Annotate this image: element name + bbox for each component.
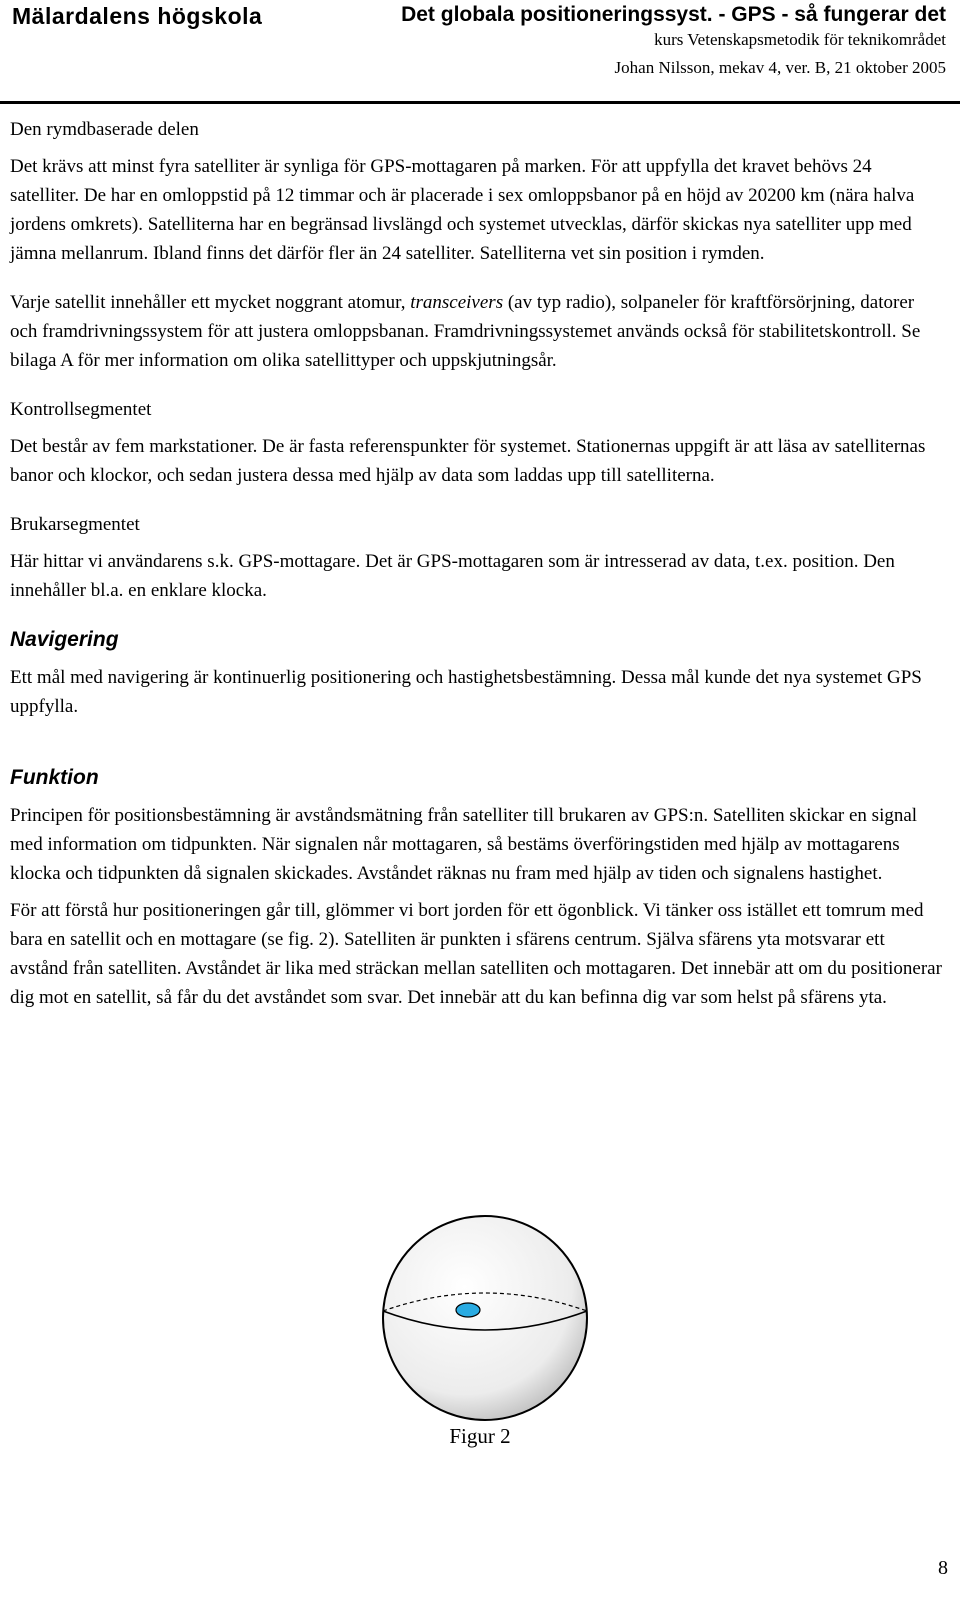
paragraph-function-1: Principen för positionsbestämning är avståndsmätning från satelliter till brukaren av GPS:n. Satelliten skickar en signal med information om tidpunkten. När signalen når mottagaren, så bestäms överföringstiden med hjälp av mottagarens klocka och tidpunkten då signalen skickades. Avståndet räknas nu fram med hjälp av tiden och signalens hastighet. [10, 805, 918, 884]
paragraph-navigation-1: Ett mål med navigering är kontinuerlig positionering och hastighetsbestämning. Dessa mål kunde det nya systemet GPS uppfylla. [10, 667, 922, 717]
paragraph-space-1: Det krävs att minst fyra satelliter är synliga för GPS-mottagaren på marken. För att uppfylla det kravet behövs 24 satelliter. De har en omloppstid på 12 timmar och är placerade i sex omloppsbanor på en höjd av 20200 km (nära halva jordens omkrets). Satelliterna har en begränsad livslängd och systemet utvecklas, därför skickas nya satelliter upp med jämna mellanrum. Ibland finns det därför fler än 24 satelliter. Satelliterna vet sin position i rymden. [10, 156, 915, 264]
heading-navigation: Navigering [10, 628, 119, 651]
page-header [0, 0, 960, 104]
school-name: Mälardalens högskola [12, 3, 263, 29]
paragraph-user-1: Här hittar vi användarens s.k. GPS-mottagare. Det är GPS-mottagaren som är intresserad av data, t.ex. position. Den innehåller bl.a. en enklare klocka. [10, 551, 895, 601]
body-content [10, 115, 945, 1012]
course-name: kurs Vetenskapsmetodik för teknikområdet [654, 30, 946, 49]
satellite-dot [456, 1303, 480, 1317]
sphere-figure [375, 1205, 595, 1435]
paragraph-space-2 [10, 288, 945, 375]
heading-function: Funktion [10, 766, 99, 789]
author-line: Johan Nilsson, mekav 4, ver. B, 21 oktober 2005 [614, 58, 946, 77]
heading-control-segment: Kontrollsegmentet [10, 399, 152, 420]
page-number: 8 [938, 1557, 948, 1579]
document-title: Det globala positioneringssyst. - GPS - så fungerar det [401, 3, 946, 26]
heading-user-segment: Brukarsegmentet [10, 514, 140, 535]
text-segment: Varje satellit innehåller ett mycket noggrant atomur, [10, 292, 411, 313]
italic-term: transceivers [410, 292, 504, 313]
heading-space-segment: Den rymdbaserade delen [10, 119, 199, 140]
figure-caption: Figur 2 [449, 1424, 511, 1448]
paragraph-function-2: För att förstå hur positioneringen går till, glömmer vi bort jorden för ett ögonblick. Vi tänker oss istället ett tomrum med bara en satellit och en mottagare (se fig. 2). Satelliten är punkten i sfärens centrum. Själva sfärens yta motsvarar ett avstånd från satelliten. Avståndet är lika med sträckan mellan satelliten och mottagaren. Det innebär att om du positionerar dig mot en satellit, så får du det avståndet som svar. Det innebär att du kan befinna dig var som helst på sfärens yta. [10, 900, 942, 1008]
sphere-outline [383, 1216, 587, 1420]
paragraph-control-1: Det består av fem markstationer. De är fasta referenspunkter för systemet. Stationernas uppgift är att läsa av satelliternas banor och klockor, och sedan justera dessa med hjälp av data som laddas upp till satelliterna. [10, 436, 926, 486]
text-segment: (av typ radio), solpaneler för kraftförsörjning, datorer och framdrivningssystem för att justera omloppsbanan. Framdrivningssystemet används också för stabilitetskontroll. Se bilaga A för mer information om olika satellittyper och uppskjutningsår. [10, 292, 921, 371]
